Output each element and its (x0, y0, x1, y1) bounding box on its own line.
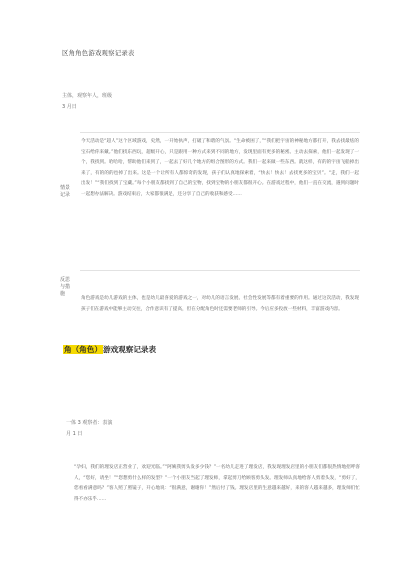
reflection-label: 反思与措施 (60, 277, 71, 297)
situation-paragraph: 今天活动是“超人”这个区域游戏，史然，一开始执声，打破了和谐的气氛。“生命被困了，”“我们把宇宙的神秘地方都打开，我去找最炫的宝石给你来戴。”他们找东西玩，超级开心，只是跟用一种方式来到不同的地方，发现里面有更多的秘密。主动去探索，他们一起发现了一个，我找到。哈哈哈，帮助他们来到了，一起去了好几个地方的组合图形的方式。我们一起来做一些东西。就这样，有的的宇宙飞船掉出来了，有的的的也掉了出来。这是一个让所有人都惊奇的发现，孩子们认真地探索着，“快去！快去！去找更多的宝贝”。“走，我们一起出发！”“我们找到了宝藏。”每个小朋友都找到了自己的宝物，找到宝物的小朋友都很开心。在游戏过程中，他们一直在交流，遇到问题时一起想办法解决。游戏结束后，大家都很满足，还分享了自己的收获和感受…… (81, 139, 359, 197)
observer-line-2: 一体 3 观察者：表演 (66, 420, 113, 426)
situation-label: 情景记录 (60, 185, 71, 198)
date-line-2: 月 1 日 (66, 431, 83, 437)
record-title: 区角角色游戏观察记录表 (62, 49, 135, 57)
date-line: 3 月日 (62, 104, 77, 110)
divider (80, 270, 360, 271)
record-title-2 (63, 344, 156, 355)
title-rest: 游戏观察记录表 (102, 345, 157, 354)
title-highlight: 角（角色） (64, 345, 102, 354)
reflection-paragraph: 角色游戏是幼儿游戏的主体，也是幼儿最喜爱的游戏之一，对幼儿的语言发展、社会性发展等都有着重要的作用。通过这次活动，我发现孩子们在游戏中能够主动交往，合作意识有了提高，但在分配角色时还需要老师的引导。今后应多投放一些材料，丰富游戏内容。 (81, 296, 359, 312)
divider (80, 132, 360, 133)
observation-paragraph-2: “孕妇，我们的理发店正营业了，欢迎光临。”“阿姨我剪头发多少钱？”一名幼儿走进了理发店，我发现理发店里的小朋友们都很热情地招呼客人，“您好，请坐！”“您想剪什么样的发型？”一个小朋友当起了理发师，拿起剪刀给顾客剪头发。理发师认真地给客人剪着头发，“剪好了，您看看满意吗？”客人照了照镜子，开心地说：“很满意，谢谢你！”然后付了钱。理发店里的生意越来越好，来的客人越来越多，理发师们忙得不亦乐乎…… (74, 465, 360, 502)
observer-line: 主体，观察年人，班级 (62, 93, 113, 99)
